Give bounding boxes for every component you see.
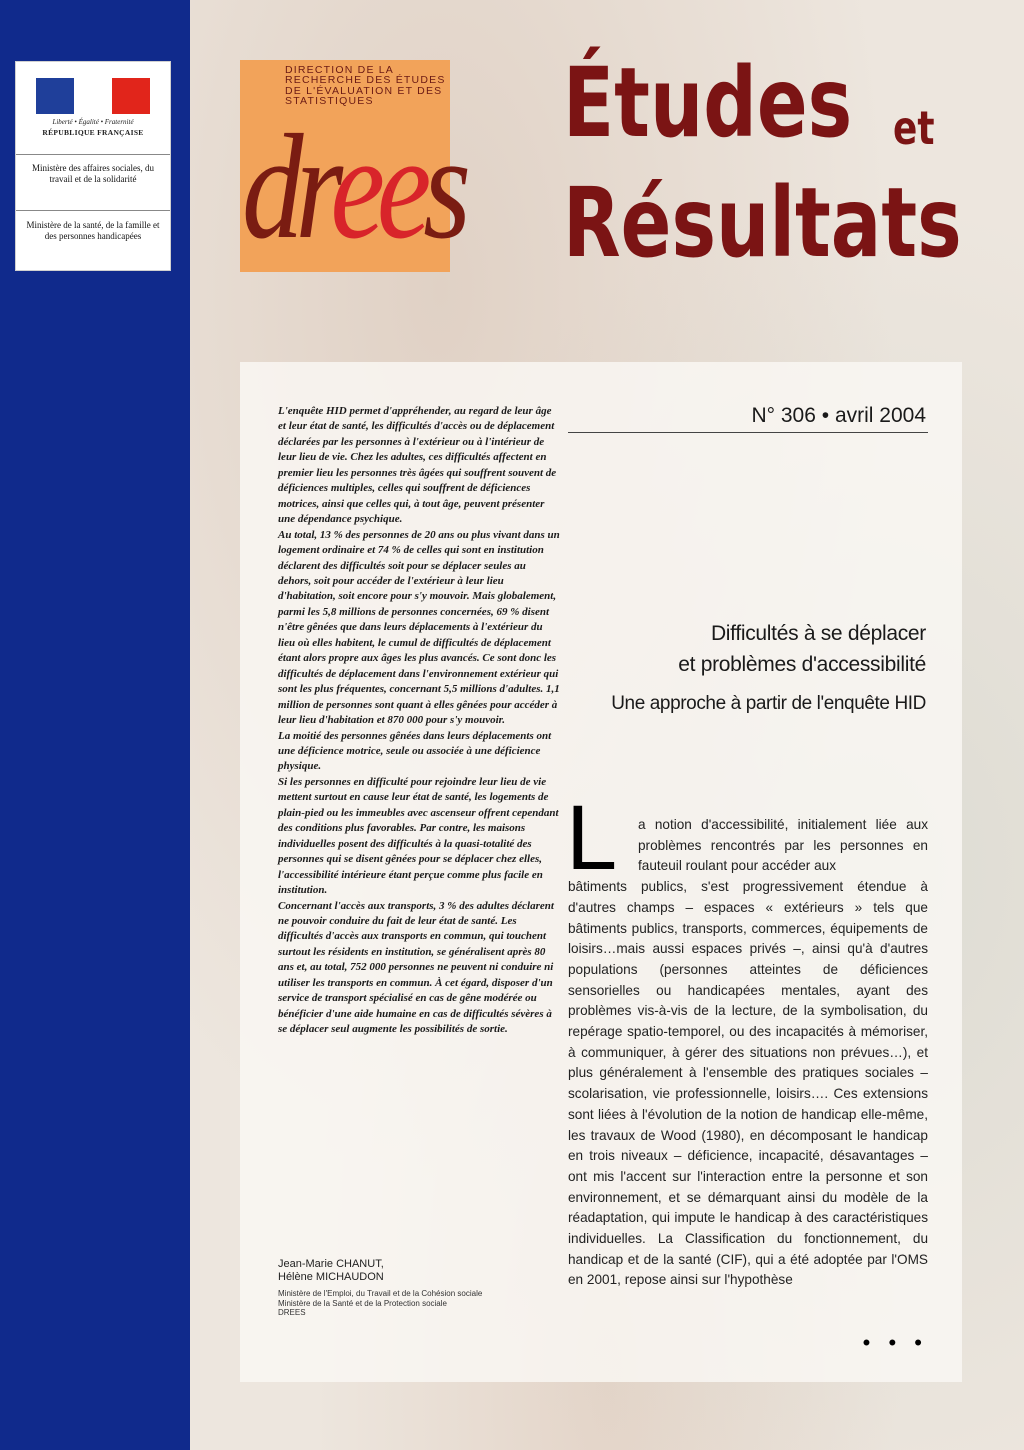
affiliation: Ministère de l'Emploi, du Travail et de la Cohésion sociale bbox=[278, 1289, 483, 1298]
ministry-label-1: Ministère des affaires sociales, du travail et de la solidarité bbox=[31, 163, 155, 184]
author-name: Hélène MICHAUDON bbox=[278, 1271, 384, 1283]
abstract-paragraph: Si les personnes en difficulté pour rejoindre leur lieu de vie mettent surtout en cause leur état de santé, les logements de plain-pied ou les immeubles avec ascenseur offrent cependant des conditions plus favorables. Par contre, les maisons individuelles posent des difficultés à la quasi-totalité des personnes qui se disent gênées pour se déplacer chez elles, l'accessibilité intérieure étant perçue comme plus facile en institution. bbox=[278, 775, 559, 897]
drees-logo bbox=[240, 60, 463, 272]
author-affiliations bbox=[278, 1289, 560, 1318]
abstract bbox=[278, 404, 560, 1038]
logo-divider bbox=[16, 210, 170, 211]
drees-logo-caption: DIRECTION DE LA RECHERCHE DES ÉTUDES DE L'ÉVALUATION ET DES STATISTIQUES bbox=[285, 64, 446, 108]
body-lead: a notion d'accessibilité, initialement liée aux problèmes rencontrés par les personnes en fauteuil roulant pour accéder aux bbox=[638, 817, 928, 874]
continued-marker: • • • bbox=[862, 1330, 928, 1355]
article-title bbox=[568, 618, 926, 680]
republic-motto: Liberté • Égalité • Fraternité bbox=[52, 118, 134, 126]
publication-title-etudes: Études bbox=[563, 47, 853, 159]
tricolour-flag-icon bbox=[36, 78, 150, 114]
abstract-paragraph: Concernant l'accès aux transports, 3 % des adultes déclarent ne pouvoir conduire du fait de leur état de santé. Les difficultés d'accès aux transports en commun, qui touchent surtout les résidents en institution, se généralisent après 80 ans et, au total, 752 000 personnes ne peuvent ni conduire ni utiliser les transports en commun. À cet égard, disposer d'un service de transport spécialisé en cas de gêne modérée ou bénéficier d'une aide humaine en cas de difficultés sévères à se déplacer seul augmente les possibilités de sortie. bbox=[278, 899, 554, 1036]
article-subtitle: Une approche à partir de l'enquête HID bbox=[611, 693, 926, 714]
publication-title-et: et bbox=[893, 101, 935, 155]
affiliation: DREES bbox=[278, 1308, 306, 1317]
body-paragraph: bâtiments publics, s'est progressivement étendue à d'autres champs – espaces « extérieurs » tels que bâtiments publics, transports, commerces, équipements de loisirs…mais aussi espaces privés –, ainsi qu'à d'autres populations (personnes atteintes de déficiences sensorielles ou handicapées mentales, ayant des problèmes vis-à-vis de la lecture, de la symbolisation, du repérage spatio-temporel, ou des incapacités à mémoriser, à communiquer, à gérer des situations non prévues…), et plus généralement à l'ensemble des pratiques sociales – scolarisation, vie professionnelle, loisirs…. Ces extensions sont liées à l'évolution de la notion de handicap elle-même, les travaux de Wood (1980), en décomposant le handicap en trois niveaux – déficience, incapacité, désavantages – ont mis l'accent sur l'interaction entre la personne et son environnement, et se démarquant ainsi du modèle de la réadaptation, qui impute le handicap à des caractéristiques individuelles. La Classification du fonctionnement, du handicap et de la santé (CIF), qui a été adoptée par l'OMS en 2001, repose ainsi sur l'hypothèse bbox=[568, 879, 928, 1288]
drees-wordmark bbox=[242, 104, 463, 270]
drop-cap: L bbox=[566, 787, 618, 889]
publication-title-resultats: Résultats bbox=[563, 167, 962, 279]
ministry-label-2: Ministère de la santé, de la famille et des personnes handicapées bbox=[26, 220, 160, 241]
issue-divider bbox=[568, 432, 928, 433]
drees-wordmark-ee: ee bbox=[330, 104, 424, 270]
republic-name: RÉPUBLIQUE FRANÇAISE bbox=[42, 128, 144, 137]
issue-number-date: N° 306 • avril 2004 bbox=[751, 404, 926, 427]
abstract-paragraph: L'enquête HID permet d'appréhender, au regard de leur âge et leur état de santé, les difficultés d'accès ou de déplacement déclarées par les personnes à l'extérieur ou à l'intérieur de leur lieu de vie. Chez les adultes, ces difficultés affectent en premier lieu les personnes très âgées qui souffrent souvent de déficiences multiples, celles qui souffrent de déficiences motrices, ainsi que celles qui, à tout âge, peuvent présenter une dépendance psychique. bbox=[278, 405, 557, 526]
drees-wordmark-dr: dr bbox=[242, 104, 331, 270]
article-title-line: et problèmes d'accessibilité bbox=[678, 653, 926, 676]
affiliation: Ministère de la Santé et de la Protection sociale bbox=[278, 1298, 447, 1308]
body-text bbox=[568, 815, 928, 1291]
drees-wordmark-s: s bbox=[423, 104, 463, 270]
abstract-paragraph: La moitié des personnes gênées dans leurs déplacements ont une déficience motrice, seule ou associée à une déficience physique. bbox=[278, 729, 552, 773]
authors bbox=[278, 1258, 560, 1284]
article-title-line: Difficultés à se déplacer bbox=[710, 622, 926, 645]
author-name: Jean-Marie CHANUT, bbox=[278, 1258, 384, 1270]
logo-divider bbox=[16, 154, 170, 155]
republique-francaise-logo bbox=[15, 61, 171, 271]
abstract-paragraph: Au total, 13 % des personnes de 20 ans ou plus vivant dans un logement ordinaire et 74 % de celles qui sont en institution déclarent des difficultés soit pour se déplacer seules au dehors, soit pour accéder de l'extérieur à leur lieu d'habitation, soit encore pour s'y mouvoir. Mais globalement, parmi les 5,8 millions de personnes concernées, 69 % disent n'être gênées que dans leurs déplacements à l'extérieur du lieu où elles habitent, le cumul de difficultés de déplacement étant alors propre aux âges les plus avancés. Ce sont donc les difficultés de déplacement dans l'environnement extérieur qui sont les plus fréquentes, concernant 5,5 millions d'adultes. 1,1 million de personnes sont quant à elles gênées pour accéder à leur lieu d'habitation et 870 000 pour s'y mouvoir. bbox=[278, 528, 560, 727]
